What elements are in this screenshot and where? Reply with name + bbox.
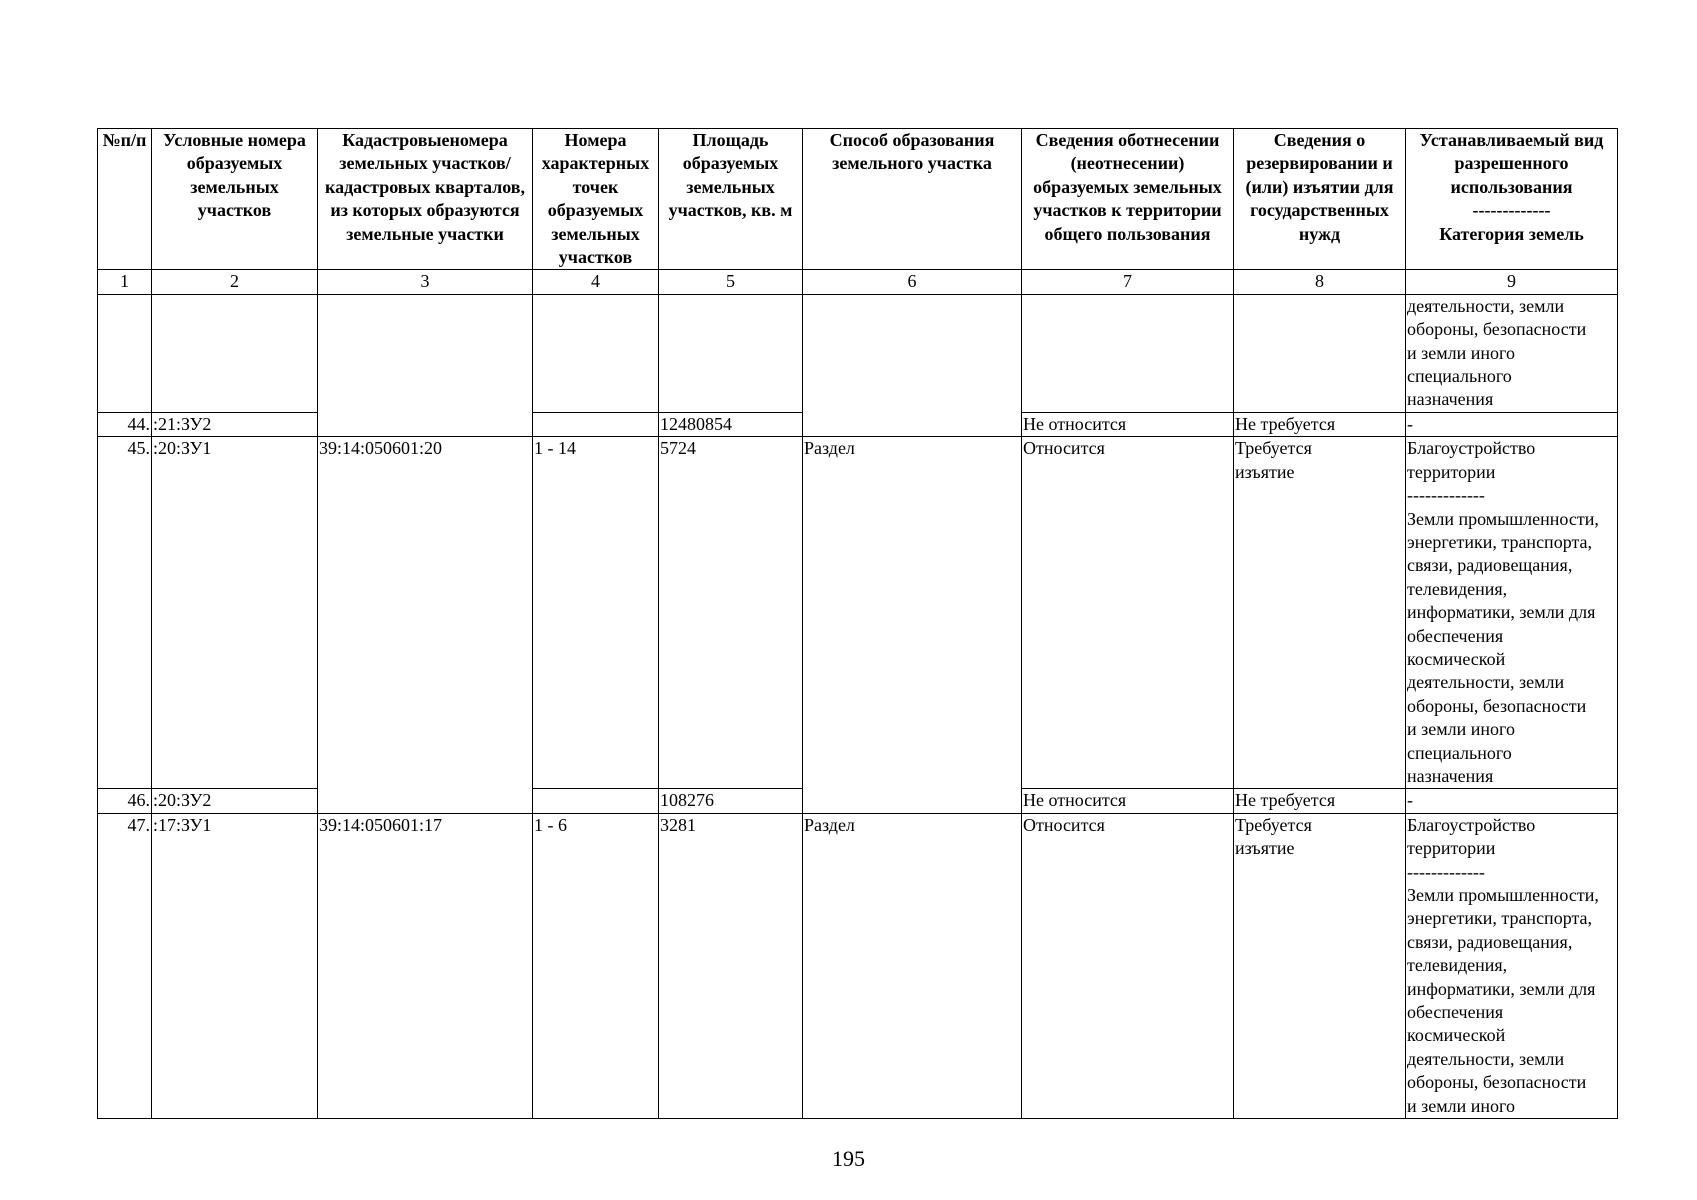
table-cell	[318, 294, 533, 436]
points-cell: 1 - 6	[533, 813, 659, 1118]
table-cell	[152, 294, 318, 412]
reserve-cell: Требуется изъятие	[1234, 437, 1406, 789]
method-cell: Раздел	[803, 813, 1022, 1118]
points-cell	[533, 412, 659, 436]
use-cell: -	[1406, 412, 1618, 436]
points-cell: 1 - 14	[533, 437, 659, 789]
row-number: 47.	[98, 813, 152, 1118]
header-col-5: Площадь образуемых земельных участков, кв. м	[659, 129, 803, 270]
public-cell: Относится	[1022, 437, 1234, 789]
plot-id: :20:ЗУ1	[152, 437, 318, 789]
table-row	[98, 294, 1618, 412]
area-cell: 5724	[659, 437, 803, 789]
use-cell: Благоустройство территории ------------- Земли промышленности, энергетики, транспорта, связи, радиовещания, телевидения, информатики, земли для обеспечения космической деятельности, земли обороны, безопасности и земли иного специального назначения	[1406, 437, 1618, 789]
land-plots-table	[97, 128, 1618, 1119]
plot-id: :21:ЗУ2	[152, 412, 318, 436]
plot-id: :17:ЗУ1	[152, 813, 318, 1118]
cadastral-cell: 39:14:050601:17	[318, 813, 533, 1118]
table-row	[98, 813, 1618, 1118]
column-number: 6	[803, 270, 1022, 294]
use-cell: деятельности, земли обороны, безопасности и земли иного специального назначения	[1406, 294, 1618, 412]
column-number: 2	[152, 270, 318, 294]
cadastral-cell: 39:14:050601:20	[318, 437, 533, 814]
header-col-6: Способ образования земельного участка	[803, 129, 1022, 270]
column-number: 3	[318, 270, 533, 294]
method-cell: Раздел	[803, 437, 1022, 814]
table-row	[98, 437, 1618, 789]
use-cell: Благоустройство территории ------------- Земли промышленности, энергетики, транспорта, связи, радиовещания, телевидения, информатики, земли для обеспечения космической деятельности, земли обороны, безопасности и земли иного	[1406, 813, 1618, 1118]
points-cell	[533, 789, 659, 813]
row-number: 44.	[98, 412, 152, 436]
page-number: 195	[832, 1146, 865, 1171]
column-number-row	[98, 270, 1618, 294]
table-cell	[533, 294, 659, 412]
reserve-cell: Требуется изъятие	[1234, 813, 1406, 1118]
header-col-4: Номера характерных точек образуемых земельных участков	[533, 129, 659, 270]
header-col-2: Условные номера образуемых земельных участков	[152, 129, 318, 270]
plot-id: :20:ЗУ2	[152, 789, 318, 813]
column-number: 7	[1022, 270, 1234, 294]
table-cell	[98, 294, 152, 412]
public-cell: Не относится	[1022, 789, 1234, 813]
area-cell: 12480854	[659, 412, 803, 436]
public-cell: Относится	[1022, 813, 1234, 1118]
table-cell	[659, 294, 803, 412]
area-cell: 108276	[659, 789, 803, 813]
table-cell	[1234, 294, 1406, 412]
column-number: 9	[1406, 270, 1618, 294]
area-cell: 3281	[659, 813, 803, 1118]
header-col-1: №п/п	[98, 129, 152, 270]
column-number: 1	[98, 270, 152, 294]
column-number: 4	[533, 270, 659, 294]
table-cell	[1022, 294, 1234, 412]
header-col-3: Кадастровыеномера земельных участков/кадастровых кварталов, из которых образуются земельные участки	[318, 129, 533, 270]
row-number: 46.	[98, 789, 152, 813]
public-cell: Не относится	[1022, 412, 1234, 436]
column-number: 5	[659, 270, 803, 294]
row-number: 45.	[98, 437, 152, 789]
use-cell: -	[1406, 789, 1618, 813]
column-number: 8	[1234, 270, 1406, 294]
reserve-cell: Не требуется	[1234, 412, 1406, 436]
table-cell	[803, 294, 1022, 436]
header-col-8: Сведения о резервировании и (или) изъятии для государственных нужд	[1234, 129, 1406, 270]
reserve-cell: Не требуется	[1234, 789, 1406, 813]
header-row	[98, 129, 1618, 270]
header-col-7: Сведения оботнесении (неотнесении) образуемых земельных участков к территории общего пользования	[1022, 129, 1234, 270]
header-col-9: Устанавливаемый вид разрешенного использования ------------- Категория земель	[1406, 129, 1618, 270]
